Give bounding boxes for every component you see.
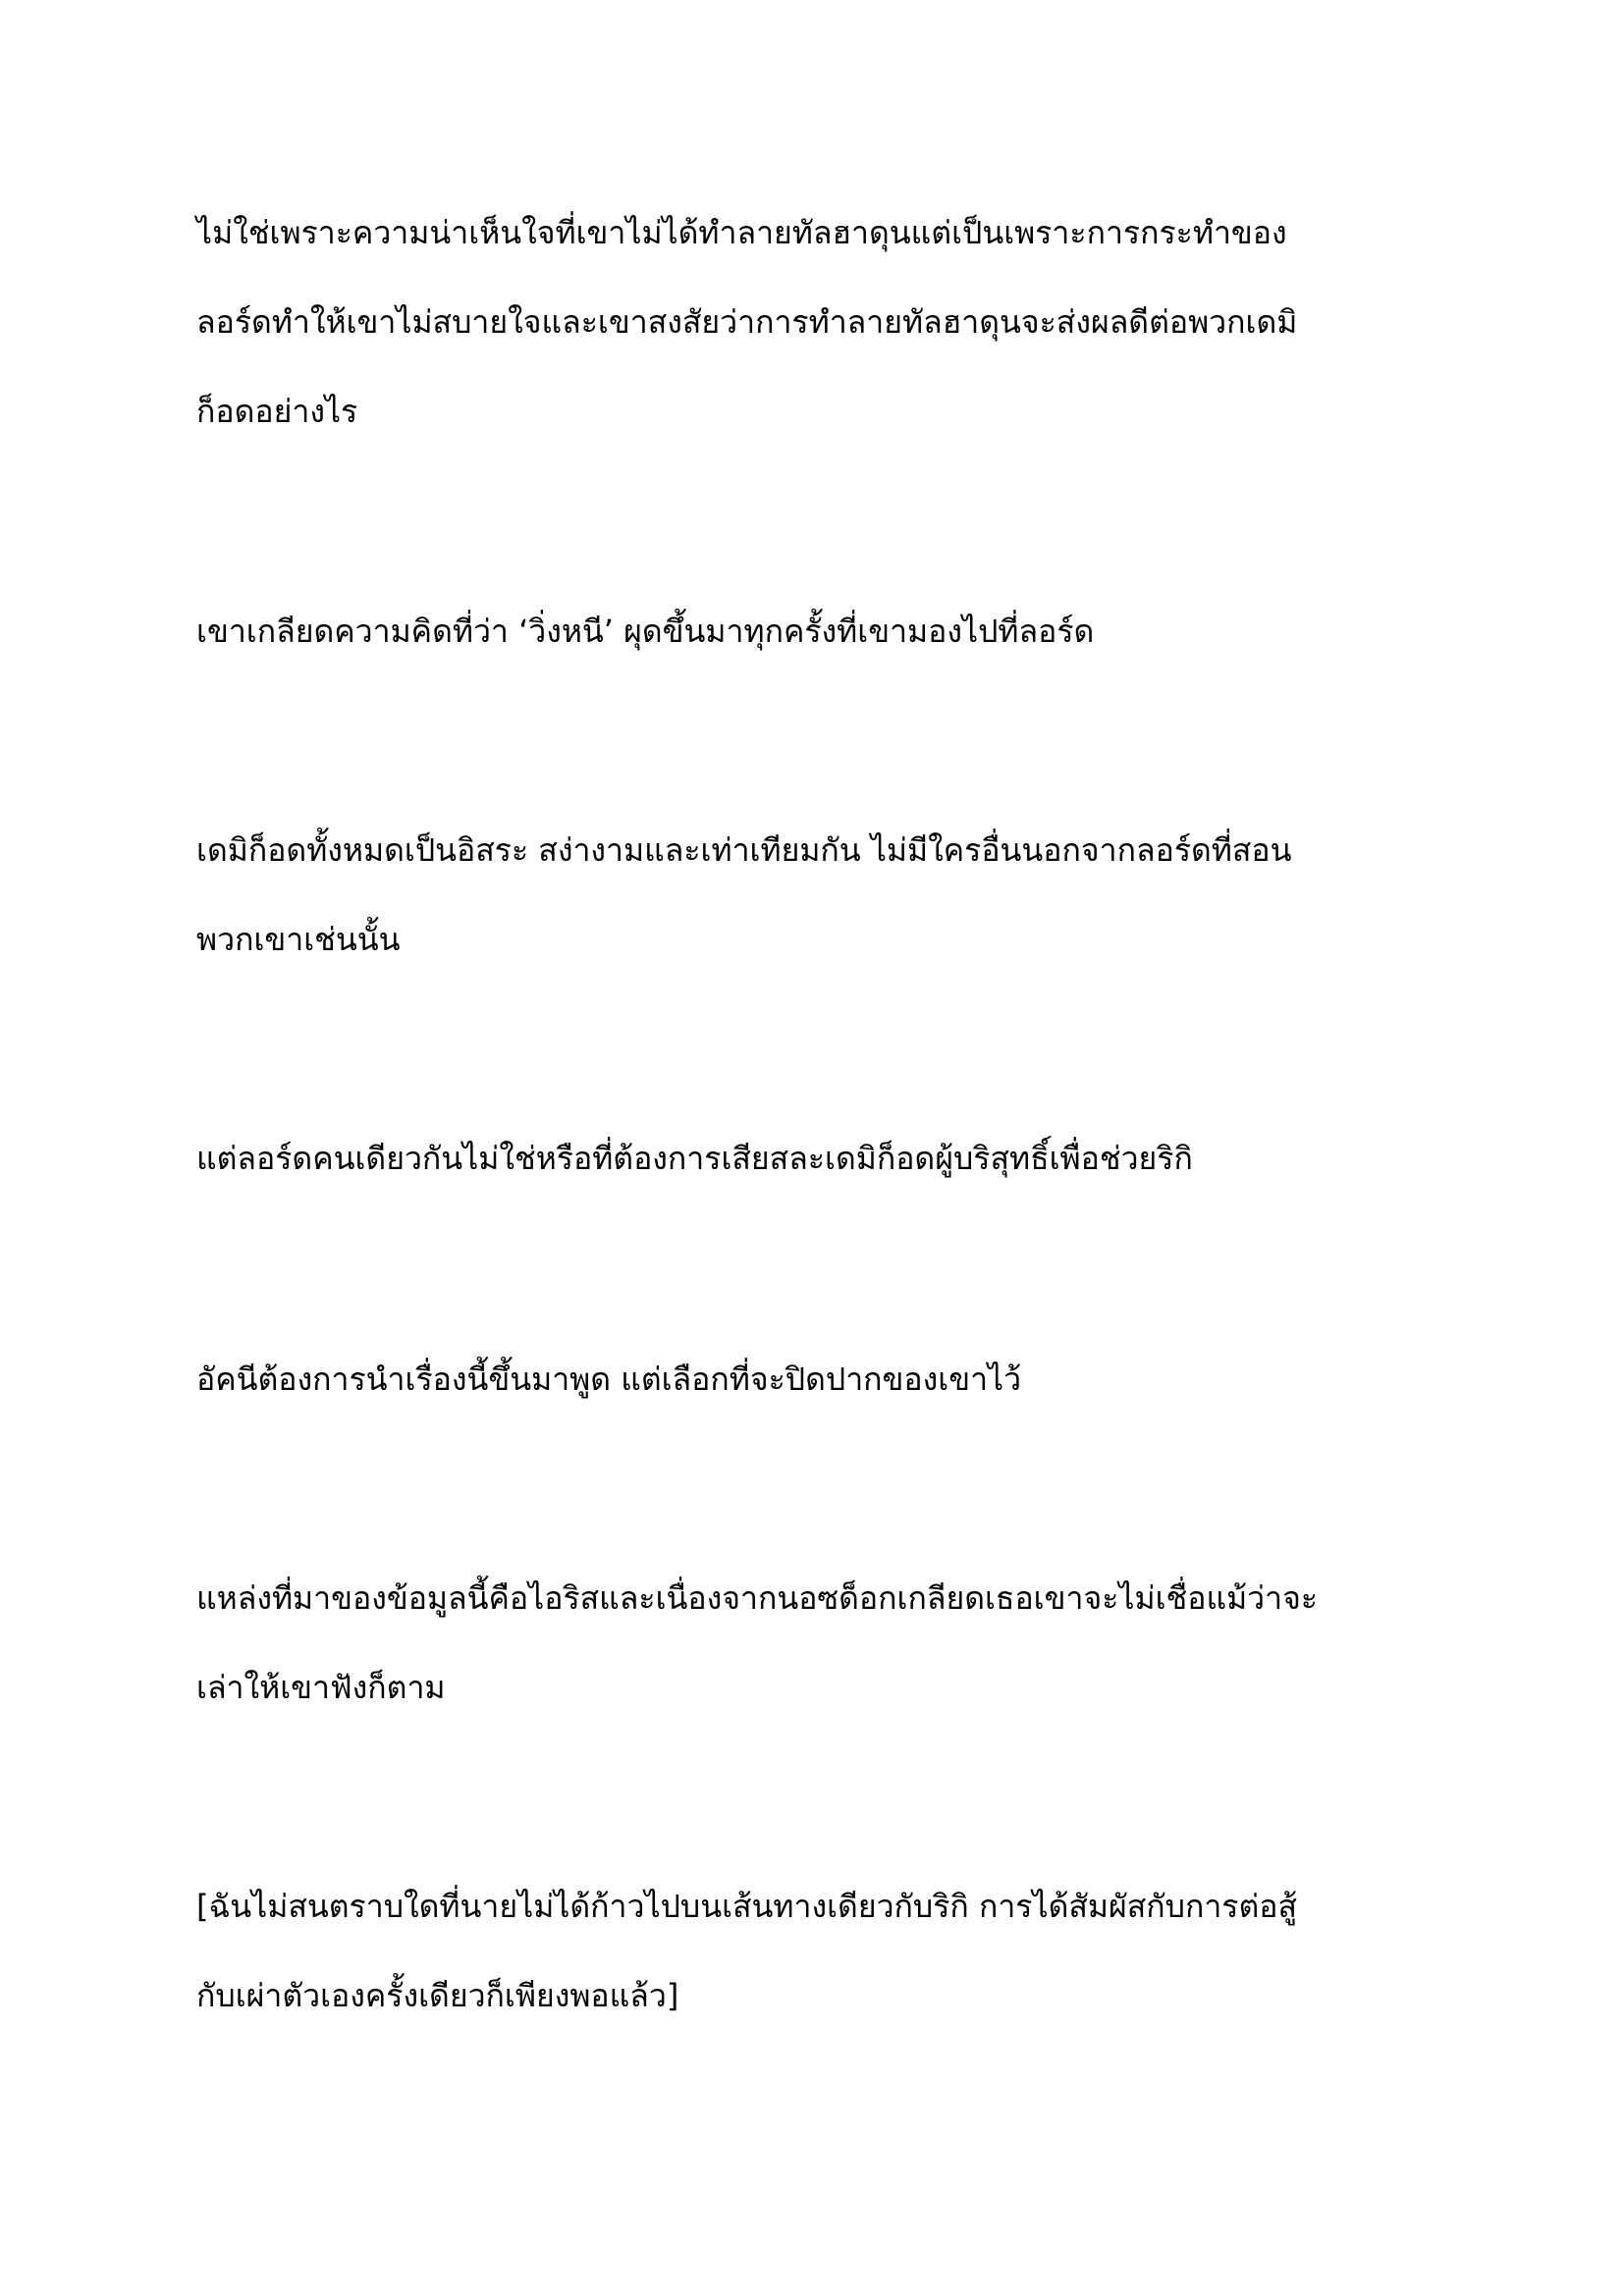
- paragraph-7-line-2: กับเผ่าตัวเองครั้งเดียวก็เพียงพอแล้ว]: [196, 1977, 679, 2014]
- paragraph-1-line-1: ไม่ใช่เพราะความน่าเห็นใจที่เขาไม่ได้ทำลายทัลฮาดุนแต่เป็นเพราะการกระทำของ: [196, 214, 1287, 251]
- paragraph-6-line-2: เล่าให้เขาฟังก็ตาม: [196, 1669, 446, 1706]
- paragraph-2-line-1: เขาเกลียดความคิดที่ว่า ‘วิ่งหนี’ ผุดขึ้นมาทุกครั้งที่เขามองไปที่ลอร์ด: [196, 613, 1095, 650]
- paragraph-1-line-2: ลอร์ดทำให้เขาไม่สบายใจและเขาสงสัยว่าการทำลายทัลฮาดุนจะส่งผลดีต่อพวกเดมิ: [196, 303, 1298, 341]
- paragraph-5-line-1: อัคนีต้องการนำเรื่องนี้ขึ้นมาพูด แต่เลือกที่จะปิดปากของเขาไว้: [196, 1361, 1022, 1398]
- paragraph-1-line-3: ก็อดอย่างไร: [196, 393, 358, 430]
- paragraph-6-line-1: แหล่งที่มาของข้อมูลนี้คือไอริสและเนื่องจากนอซด็อกเกลียดเธอเขาจะไม่เชื่อแม้ว่าจะ: [196, 1579, 1319, 1617]
- paragraph-4-line-1: แต่ลอร์ดคนเดียวกันไม่ใช่หรือที่ต้องการเสียสละเดมิก็อดผู้บริสุทธิ์เพื่อช่วยริกิ: [196, 1140, 1193, 1177]
- paragraph-7-line-1: [ฉันไม่สนตราบใดที่นายไม่ได้ก้าวไปบนเส้นทางเดียวกับริกิ การได้สัมผัสกับการต่อสู้: [196, 1888, 1298, 1925]
- paragraph-3-line-1: เดมิก็อดทั้งหมดเป็นอิสระ สง่างามและเท่าเทียมกัน ไม่มีใครอื่นนอกจากลอร์ดที่สอน: [196, 831, 1292, 869]
- paragraph-3-line-2: พวกเขาเช่นนั้น: [196, 921, 401, 958]
